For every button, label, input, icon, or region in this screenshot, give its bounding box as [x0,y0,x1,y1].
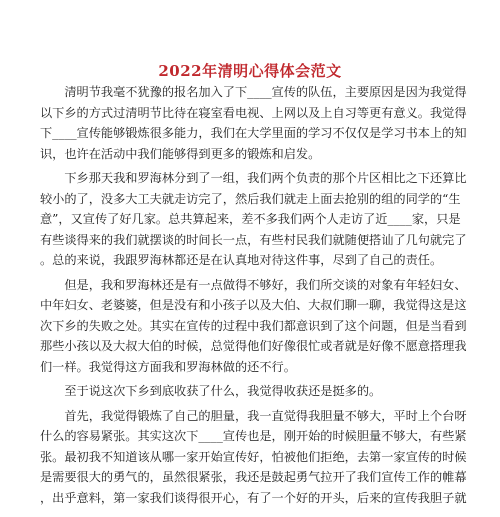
paragraph-line: 张。最初我不知道该从哪一家开始宣传好，怕被他们拒绝，去第一家宣传的时候 [40,449,467,464]
paragraph [40,406,480,509]
paragraph-line: 清明节我毫不犹豫的报名加入了下____宣传的队伍，主要原因是因为我觉得 [40,85,467,99]
paragraph-line: 那些小孩以及大叔大伯的时候，总觉得他们好像很忙或者就是好像不愿意搭理我 [40,339,467,353]
paragraph-line: 识，也许在活动中我们能够得到更多的锻炼和启发。 [40,146,321,161]
paragraph-line: 下乡那天我和罗海林分到了一组，我们两个负责的那个片区相比之下还算比 [40,171,467,185]
paragraph [40,275,480,378]
paragraph-line: 有些谈得来的我们就摆谈的时间长一点，有些村民我们就随便搭讪了几句就完了 [40,232,467,247]
paragraph-line: 较小的了，没多大工夫就走访完了，然后我们就走上面去抢别的组的同学的“生 [40,191,461,206]
document-body [40,82,480,512]
paragraph [40,381,480,402]
paragraph-line: 。总的来说，我跟罗海林都还是在认真地对待这件事，尽到了自己的责任。 [40,253,443,267]
paragraph-line: 什么的容易紧张。其实这次下____宣传也是，刚开始的时候胆量不够大，有些紧 [40,429,467,443]
paragraph-line: 是需要很大的勇气的，虽然很紧张，我还是鼓起勇气拉开了我们宣传工作的帷幕 [40,470,467,484]
paragraph [40,82,480,164]
paragraph [40,168,480,271]
paragraph-line: 们一样。我觉得这方面我和罗海林做的还不行。 [40,359,296,374]
paragraph-line: 中年妇女、老婆婆，但是没有和小孩子以及大伯、大叔们聊一聊，我觉得这是这 [40,298,467,312]
paragraph-line: 下____宣传能够锻炼很多能力，我们在大学里面的学习不仅仅是学习书本上的知 [40,126,467,140]
paragraph-line: 首先，我觉得锻炼了自己的胆量，我一直觉得我胆量不够大，平时上个台呀 [40,408,467,423]
paragraph-line: 至于说这次下乡到底收获了什么，我觉得收获还是挺多的。 [40,384,382,398]
paragraph-line: ，出乎意料，第一家我们谈得很开心，有了一个好的开头，后来的宣传我胆子就 [40,490,467,505]
paragraph-line: 但是，我和罗海林还是有一点做得不够好，我们所交谈的对象有年轻妇女、 [40,277,467,292]
paragraph-line: 意”，又宣传了好几家。总共算起来，差不多我们两个人走访了近____家，只是 [40,212,461,226]
document-title: 2022年清明心得体会范文 [158,62,342,80]
paragraph-line: 次下乡的失败之处。其实在宣传的过程中我们都意识到了这个问题，但是当看到 [40,318,467,333]
paragraph-line: 以下乡的方式过清明节比待在寝室看电视、上网以及上自习等更有意义。我觉得 [40,105,467,120]
